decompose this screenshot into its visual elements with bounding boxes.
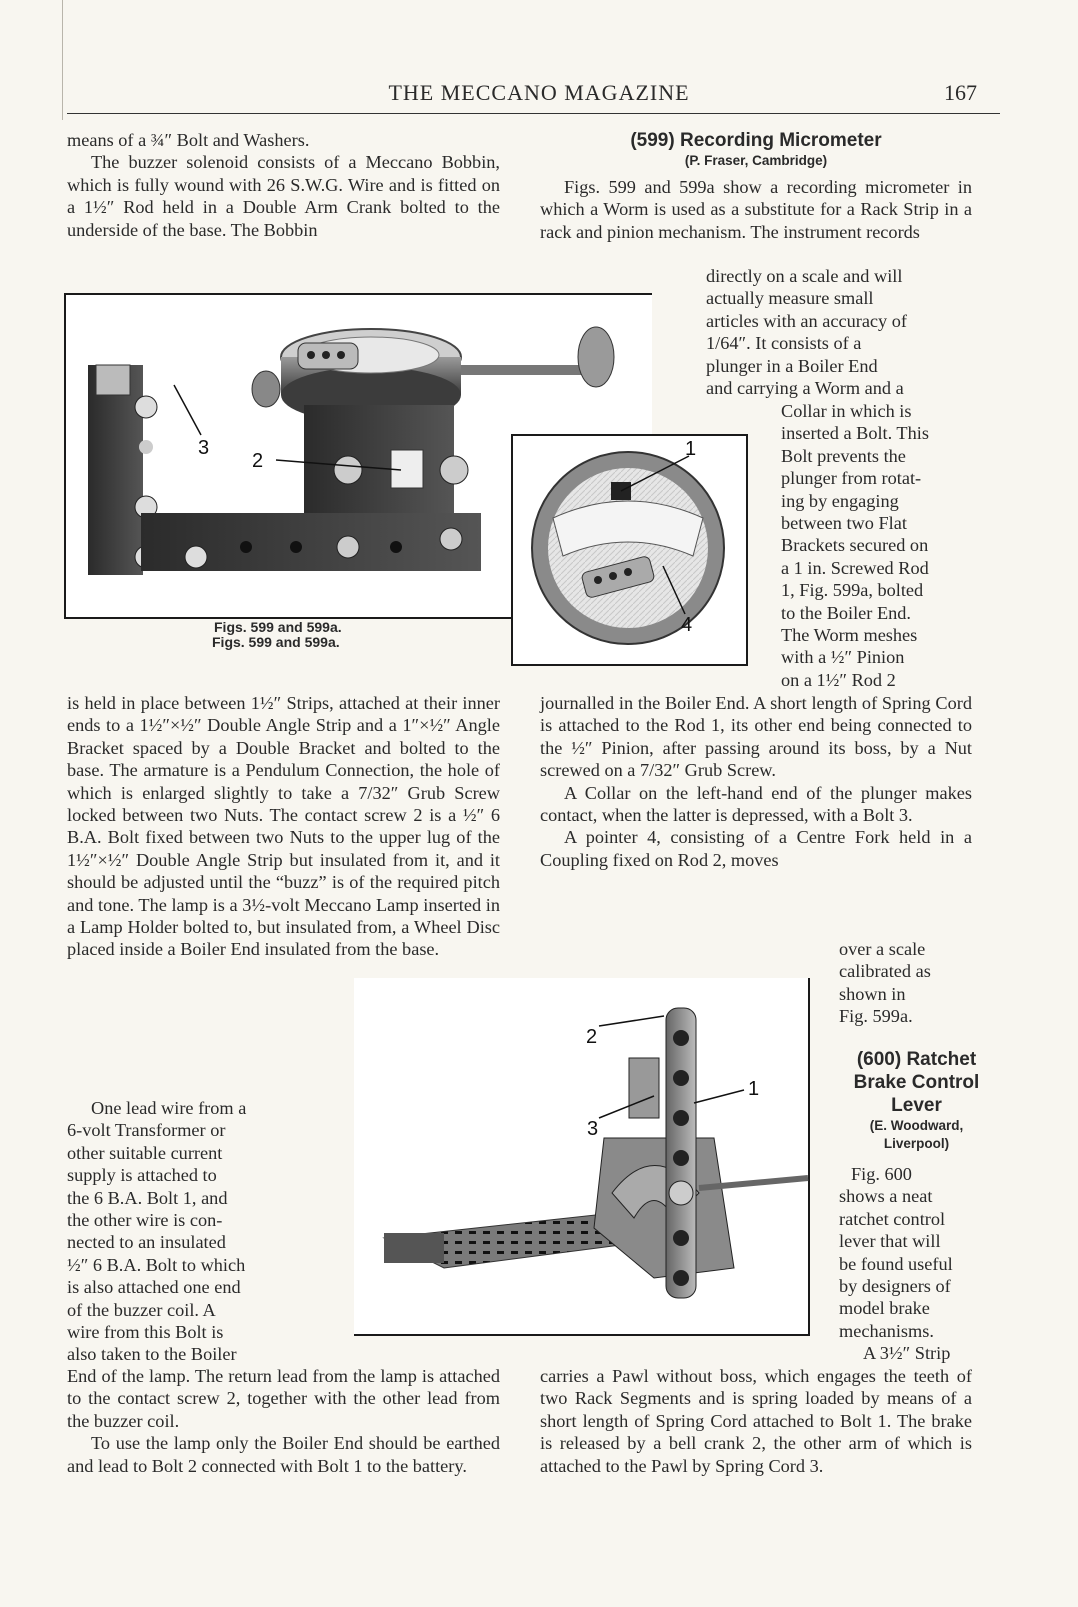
line: lever that will	[839, 1231, 941, 1252]
left-column-top	[67, 129, 500, 241]
article-599-author: (P. Fraser, Cambridge)	[684, 153, 828, 168]
line: shows a neat	[839, 1186, 933, 1207]
line: and carrying a Worm and a	[706, 378, 904, 399]
article-600-title: (600) Ratchet	[856, 1049, 977, 1070]
line: Fig. 599a.	[839, 1006, 913, 1027]
line: articles with an accuracy of	[706, 310, 907, 331]
callout-2: 2	[252, 450, 264, 472]
callout-3: 3	[198, 437, 210, 459]
line: over a scale	[839, 939, 926, 959]
left-column-narrow	[67, 1097, 322, 1366]
line: inserted a Bolt. This	[781, 423, 929, 444]
figure-599-caption-text: Figs. 599 and 599a.	[212, 634, 340, 650]
header-rule	[67, 113, 1000, 114]
article-599-lines-a	[706, 265, 972, 399]
article-600-title: Brake Control	[853, 1072, 980, 1093]
line: Bolt prevents the	[781, 445, 906, 466]
article-600-lines	[839, 1163, 994, 1365]
callout-3: 3	[587, 1118, 599, 1140]
callout-1: 1	[748, 1078, 760, 1100]
callout-2: 2	[586, 1026, 598, 1048]
line: be found useful	[839, 1253, 953, 1274]
article-600-author: Liverpool)	[883, 1136, 950, 1151]
line: Collar in which is	[781, 401, 912, 421]
line: is also attached one end	[67, 1277, 241, 1298]
page-number: 167	[944, 80, 977, 105]
line: 6-volt Transformer or	[67, 1120, 226, 1141]
left-column-bottom	[67, 1365, 500, 1477]
line: between two Flat	[781, 513, 907, 534]
line: of the buzzer coil. A	[67, 1299, 216, 1320]
line: the 6 B.A. Bolt 1, and	[67, 1187, 228, 1208]
line: plunger from rotat-	[781, 468, 922, 489]
figure-599a	[511, 434, 748, 666]
line: One lead wire from a	[91, 1098, 247, 1118]
line: 1, Fig. 599a, bolted	[781, 580, 924, 601]
line: A 3½″ Strip	[863, 1343, 951, 1364]
paragraph: means of a ¾″ Bolt and Washers.	[67, 130, 310, 150]
line: ing by engaging	[781, 490, 899, 511]
line: Fig. 600	[851, 1164, 912, 1184]
paragraph: A Collar on the left-hand end of the plunger makes contact, when the latter is depressed, with a Bolt 3.	[540, 782, 972, 826]
line: model brake	[839, 1298, 930, 1319]
line: a 1 in. Screwed Rod	[781, 557, 929, 578]
line: by designers of	[839, 1276, 951, 1297]
line: plunger in a Boiler End	[706, 355, 878, 376]
paragraph: journalled in the Boiler End. A short length of Spring Cord is attached to the Rod 1, its other end being connected to the ½″ Pinion, after passing around its boss, by a Nut screwed on a 7/32″ Grub Screw.	[540, 693, 972, 781]
paragraph: carries a Pawl without boss, which engages the teeth of two Rack Segments and is spring loaded by means of a short length of Spring Cord attached to Bolt 1. The brake is released by a bell crank 2, the other arm of which is attached to the Pawl by Spring Cord 3.	[540, 1366, 972, 1476]
article-599-lines-c	[839, 938, 972, 1028]
article-599-body	[540, 692, 972, 871]
paragraph: is held in place between 1½″ Strips, attached at their inner ends to a 1½″×½″ Double Angle Strip and a 1″×½″ Angle Bracket spaced by a Double Bracket and bolted to the base. The armature is a Pendulum Connection, the hole of which is enlarged slightly to take a 7/32″ Grub Screw locked between two Nuts. The contact screw 2 is a ½″ 6 B.A. Bolt fixed between two Nuts to the upper lug of the 1½″×½″ Double Angle Strip but insulated from it, and it should be adjusted until the “buzz” is of the required pitch and tone. The lamp is a 3½-volt Meccano Lamp inserted in a Lamp Holder bolted to, but insulated from, a Wheel Disc placed inside a Boiler End insulated from the base.	[67, 693, 500, 960]
line: actually measure small	[706, 288, 874, 309]
line: with a ½″ Pinion	[781, 647, 905, 668]
callout-1: 1	[685, 438, 697, 460]
line: Brackets secured on	[781, 535, 929, 556]
micrometer-dial-photo	[513, 436, 746, 664]
paragraph: The buzzer solenoid consists of a Meccano Bobbin, which is fully wound with 26 S.W.G. Wire and is fitted on a 1½″ Rod held in a Double Arm Crank bolted to the underside of the base. The Bobbin	[67, 152, 500, 240]
line: also taken to the Boiler	[67, 1344, 237, 1365]
left-column-middle	[67, 692, 500, 961]
line: the other wire is con-	[67, 1210, 223, 1231]
paragraph: End of the lamp. The return lead from the lamp is attached to the contact screw 2, together with the other lead from the buzzer coil.	[67, 1366, 500, 1431]
article-599-heading	[540, 129, 972, 170]
paragraph: A pointer 4, consisting of a Centre Fork held in a Coupling fixed on Rod 2, moves	[540, 827, 972, 870]
article-599-lines-b	[781, 400, 972, 691]
magazine-title: THE MECCANO MAGAZINE	[388, 80, 690, 105]
line: other suitable current	[67, 1142, 223, 1163]
article-600-author: (E. Woodward,	[869, 1118, 964, 1133]
line: ½″ 6 B.A. Bolt to which	[67, 1254, 246, 1275]
paragraph: Figs. 599 and 599a show a recording micrometer in which a Worm is used as a substitute for a Rack Strip in a rack and pinion mechanism. The instrument records	[540, 177, 972, 242]
callout-4: 4	[681, 614, 693, 636]
line: on a 1½″ Rod 2	[781, 669, 896, 690]
line: to the Boiler End.	[781, 602, 911, 623]
article-600-heading	[839, 1048, 994, 1153]
ratchet-lever-photo	[354, 978, 808, 1334]
figure-599-caption: Figs. 599 and 599a.	[214, 619, 342, 635]
article-600-body	[540, 1365, 972, 1477]
line: supply is attached to	[67, 1165, 217, 1186]
line: wire from this Bolt is	[67, 1322, 224, 1343]
line: The Worm meshes	[781, 625, 918, 646]
article-599-intro	[540, 176, 972, 243]
paragraph: To use the lamp only the Boiler End should be earthed and lead to Bolt 2 connected with Bolt 1 to the battery.	[67, 1433, 500, 1476]
line: calibrated as	[839, 961, 931, 982]
line: shown in	[839, 983, 906, 1004]
line: nected to an insulated	[67, 1232, 226, 1253]
line: 1/64″. It consists of a	[706, 333, 862, 354]
figure-600	[354, 978, 810, 1336]
line: directly on a scale and will	[706, 266, 903, 286]
line: ratchet control	[839, 1208, 946, 1229]
line: mechanisms.	[839, 1320, 934, 1341]
article-600-title: Lever	[891, 1095, 942, 1116]
article-599-title: (599) Recording Micrometer	[630, 130, 882, 151]
